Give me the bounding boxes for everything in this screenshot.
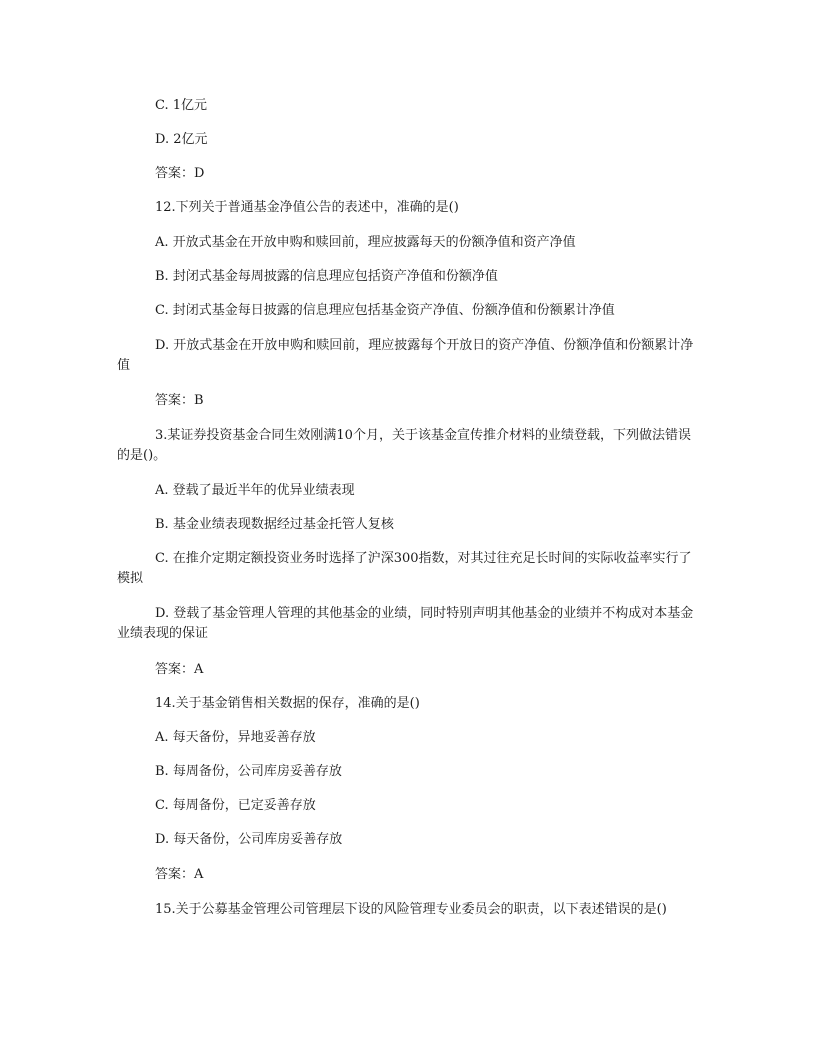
question-13: 3.某证券投资基金合同生效刚满10个月，关于该基金宣传推介材料的业绩登载，下列做法错误的是()。 (117, 428, 691, 463)
answer: 答案：A (155, 867, 204, 882)
answer: 答案：A (155, 662, 204, 677)
option-d: D. 2亿元 (155, 132, 208, 147)
option-d: D. 开放式基金在开放申购和赎回前，理应披露每个开放日的资产净值、份额净值和份额累计净值 (117, 338, 694, 373)
answer: 答案：B (155, 393, 204, 408)
option-b: B. 封闭式基金每周披露的信息理应包括资产净值和份额净值 (155, 269, 498, 284)
option-a: A. 每天备份，异地妥善存放 (155, 730, 316, 745)
option-a: A. 开放式基金在开放申购和赎回前，理应披露每天的份额净值和资产净值 (155, 235, 576, 250)
answer: 答案：D (155, 166, 205, 181)
option-c: C. 1亿元 (155, 98, 208, 113)
option-c: C. 封闭式基金每日披露的信息理应包括基金资产净值、份额净值和份额累计净值 (155, 303, 615, 318)
question-14: 14.关于基金销售相关数据的保存，准确的是() (155, 696, 420, 711)
option-b: B. 每周备份，公司库房妥善存放 (155, 764, 342, 779)
option-b: B. 基金业绩表现数据经过基金托管人复核 (155, 517, 394, 532)
question-15: 15.关于公募基金管理公司管理层下设的风险管理专业委员会的职责，以下表述错误的是() (155, 902, 667, 917)
option-c: C. 每周备份，已定妥善存放 (155, 798, 316, 813)
question-12: 12.下列关于普通基金净值公告的表述中，准确的是() (155, 200, 459, 215)
option-d: D. 登载了基金管理人管理的其他基金的业绩，同时特别声明其他基金的业绩并不构成对本基金业绩表现的保证 (117, 606, 694, 641)
option-a: A. 登载了最近半年的优异业绩表现 (155, 483, 355, 498)
option-d: D. 每天备份，公司库房妥善存放 (155, 832, 343, 847)
option-c: C. 在推介定期定额投资业务时选择了沪深300指数，对其过往充足长时间的实际收益率实行了模拟 (117, 551, 692, 586)
